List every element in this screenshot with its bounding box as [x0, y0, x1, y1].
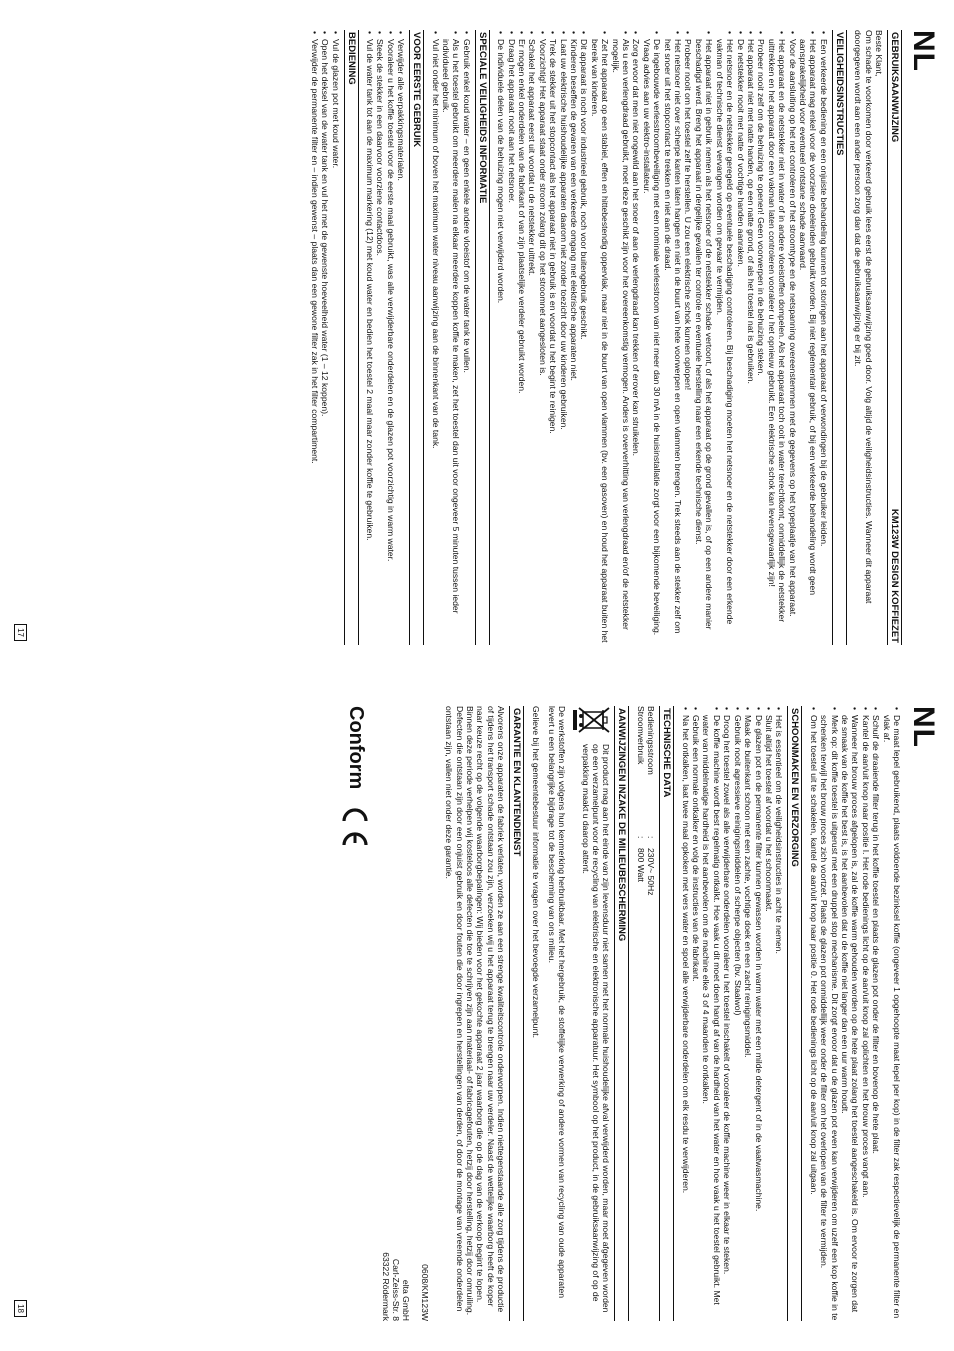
list-item: • Vul de water tank tot aan de maximum markering (12) met koud water en bedien het toestel 2 maal maar zonder koffie te gebruiken.	[365, 39, 375, 645]
list-item: • De maat lepel gebruikend, plaats voldoende bezinksel koffie (ongeveer 1 opgehoopte maat lepel per kop) in de filter zak respectievelijk de permanente filter en vlak af.	[881, 715, 902, 1321]
care-list	[680, 706, 784, 1321]
list-item: • Het netsnoer niet over scherpe kanten laten hangen en niet in de buurt van hete voorwerpen en open vlammen brengen. Trek steeds aan de stekker zelf om het snoer uit het stopcontact te trekken en niet aan de draad.	[662, 39, 683, 645]
city: 63322 Rödermark	[380, 1252, 391, 1321]
collection-point-text: Gelieve bij het gemeentebestuur informatie te vragen over het bevoegde verzamelpunt.	[530, 706, 541, 1039]
section-title-environment: AANWIJZINGEN INZAKE DE MILIEUBESCHERMING	[614, 706, 629, 1321]
list-item: • Het apparaat en de netstekker niet in water of in andere vloeistoffen dompelen. Als het apparaat toch ooit in water terechtkomt, onmiddellijk de netstekker uittrekken en het apparaat door een vakman laten controleren vooraleer u het opnieuw gebruikt. Een elektrische schok kan levensgevaarlijk zijn!	[766, 39, 787, 645]
list-item: • Probeer nooit zelf om de behuizing te openen! Geen voorwerpen in de behuizing steken.	[756, 39, 766, 645]
section-title-operation: BEDIENING	[344, 30, 359, 645]
list-item: • De ingebouwde verlesstroombeveiliging met een nominale verlesstroom van niet meer dan 30 mA in de huisinstallatie zorgt voor een bijkomende beveiliging. Vraag advies aan uw elektro-installateur.	[641, 39, 662, 645]
safety-list	[496, 30, 829, 645]
first-use-list	[365, 30, 407, 645]
product-heading: KM123W DESIGN KOFFIEZET	[889, 508, 900, 643]
list-item: • Schakel het apparaat eerst uit voordat u de netstekker uittrekt.	[527, 39, 537, 645]
list-item: • Het netsnoer en de netstekker geregeld op eventuele beschadiging controleren. Bij beschadiging moeten het netsnoer en de netstekker door een erkende vakman of technische dienst vervangen worden om gevaar te vermijden.	[714, 39, 735, 645]
recycling-text: De werkstoffen zijn volgens hun kenmerking herbruikbaar. Met het hergebruik, de stoffelijke verwerking of andere vormen van recycling van oude apparaten levert u een belangrijke bijdrage tot de bescherming van ons milieu.	[547, 706, 568, 1299]
list-item: • Er mogen enkel onderdelen van de fabrikant of van zijn plaatselijke verdeler gebruikt worden.	[517, 39, 527, 645]
manual-heading: GEBRUIKSAANWIJZING	[889, 32, 900, 143]
page-18-content	[0, 676, 954, 1351]
page-17	[0, 0, 954, 675]
list-item: • Voor de aansluiting op het net controleren of het stroomtype en de netspanning overeenstemmen met de gegevens op het typeplaatje van het apparaat.	[787, 39, 797, 645]
list-item: • Zet het apparaat op een stabiel, effen en hittebestendig oppervlak, maar niet in de buurt van open vlammen (bv. een gasoven) en houd het apparaat buiten het bereik van kinderen.	[589, 39, 610, 645]
warranty-text: Alvorens onze apparaten de fabriek verlaten, worden ze aan een strenge kwaliteitscontrole onderworpen. Indien niettegenstaande alle zorg tijdens de productie of tijdens het transport schade ontstaan zou zijn, verzoeken wij u het apparaat terug te brengen naar uw verdeler. Naast de wettelijke waarborg heeft de koper naar keuze recht op de volgende waarborgbepalingen: Wij bieden voor het gekochte apparaat 2 jaar waarborg die op de dag van de verkoop begint te lopen. Binnen deze periode verhelpen wij kosteloos alle defecten die toe te schrijven zijn aan materiaal- of fabricagefouten, hetzij door herstelling, hetzij door omruiling. Defecten die ontstaan zijn door een onjuist gebruik en door fouten die door ingrepen en herstellingen van derden, of door de montage van vreemde onderdelen ontstaan zijn, vallen niet onder deze garantie.	[444, 706, 507, 1316]
conformity-mark	[340, 706, 370, 1321]
list-item: • Probeer nooit om het toestel zelf te herstellen. U zou een elektrische schok kunnen oplopen!	[683, 39, 693, 645]
list-item: • Zorg ervoor dat men niet ongewild aan het snoer of aan de verlengdraad kan trekken of erover kan struikelen.	[631, 39, 641, 645]
tech-label: Bedieningsstroom	[646, 706, 657, 775]
list-item: • Het apparaat niet met natte handen, op een natte grond, of als het toestel nat is gebruiken.	[746, 39, 756, 645]
weee-text: Dit product mag aan het einde van zijn levensduur niet samen met het normale huishoudelijke afval verwijderd worden, maar moet afgegeven worden op een verzamelpunt voor de recycling van elektrische en elektronische apparatuur. Het symbool op het product, in de gebruiksaanwijzing of op de verpakking maakt u daarop attent.	[580, 744, 612, 1313]
list-item: • De individuele delen van de behuizing mogen niet verwijderd worden.	[496, 39, 506, 645]
tech-sep: :	[646, 836, 657, 839]
list-item: • Het apparaat niet in gebruik nemen als het netsnoer of de netstekker schade vertoont, of als het apparaat op de grond gevallen is, of op een andere manier beschadigd werd. Breng het apparaat in dergelijke gevallen ter controle en eventuele herstelling naar een erkende technische dienst.	[694, 39, 715, 645]
list-item: • Vul niet onder het minimum of boven het maximum water niveau aanwijzing aan de binnenkant van de tank.	[430, 39, 440, 645]
manufacturer-address	[380, 706, 430, 1321]
list-item: • Maak de buitenkant schoon met een zachte, vochtige doek en een zacht reinigingsmiddel.	[743, 715, 753, 1321]
list-item: • Laat uw elektrische huishoudelijke apparaten daarom niet zonder toezicht door uw kinderen gebruiken.	[558, 39, 568, 645]
list-item: • Schuif de draaiende filter terug in het koffie toestel en plaats de glazen pot onder de filter en bovenop de hete plaat.	[871, 715, 881, 1321]
list-item: • Open het deksel van de water tank en vul het met de gewenste hoeveelheid water (1 – 12 koppen).	[320, 39, 330, 645]
street: Carl-Zeiss-Str. 8	[391, 1258, 401, 1321]
section-title-warranty: GARANTIE EN KLANTENDIENST	[509, 706, 524, 1321]
tech-value: 230V~ 50Hz	[646, 848, 657, 896]
list-item: • Trek de stekker uit het stopcontact als het apparaat niet in gebruik is en voordat u het begint te reinigen.	[548, 39, 558, 645]
list-item: • Het apparaat mag enkel voor de voorziene doeleinden gebruikt worden. Bij niet reglementair gebruik, of bij een verkeerde behandeling wordt geen aansprakelijkheid voor eventueel ontstane schade aanvaard.	[798, 39, 819, 645]
list-item: • Merk op: dit koffie toestel is uitgerust met een druppel stop mechanisme. Dit zorgt ervoor dat u de glazen pot even kan verwijderen om uzelf een kop koffie in te schenken terwijl het brouw proces zich voortzet. Plaats de glazen pot onmiddellijk weer onder de filter om het overlopen van de filter te vermijden.	[819, 715, 840, 1321]
list-item: • Gebruik enkel koud water – en geen enkele andere vloeistof om de water tank te vullen.	[461, 39, 471, 645]
crossed-bin-icon	[573, 706, 611, 734]
list-item: • Steek de stekker in een daarvoor voorziene contactdoos.	[375, 39, 385, 645]
list-item: • Een verkeerde bediening en een onjuiste behandeling kunnen tot storingen aan het apparaat of verwondingen bij de gebruiker leiden.	[818, 39, 828, 645]
conform-label: Conform	[344, 706, 367, 790]
list-item: • De netstekker nooit met natte of vochtige handen aanraken.	[735, 39, 745, 645]
operation-list	[309, 30, 340, 645]
section-title-special: SPECIALE VEILIGHEIDS INFORMATIE	[475, 30, 490, 645]
language-label: NL	[907, 706, 940, 748]
section-title-safety: VEILIGHEIDSINSTRUCTIES	[832, 30, 847, 645]
operation-continued-list	[808, 706, 902, 1321]
company-name: elta GmbH	[401, 1279, 412, 1321]
list-item: • Om het toestel uit te schakelen, kantel de aan/uit knop naar positie 0. Het rode bedienings licht op de aan/uit knop zal uitgaan.	[808, 715, 818, 1321]
list-item: • Het is essentieel om de veiligheidsinstructies in acht te nemen.	[774, 715, 784, 1321]
list-item: • Draag het apparaat nooit aan het netsnoer.	[506, 39, 516, 645]
model-code: 0608/KM123W	[419, 1264, 430, 1321]
list-item: • Voorzichtig! Het apparaat staat onder stroom zolang dit op het stroomnet aangesloten is.	[537, 39, 547, 645]
manual-title-bar	[887, 30, 902, 645]
section-title-care: SCHOONMAKEN EN VERZORGING	[787, 706, 802, 1321]
list-item: • Gebruik een normale ontkalker en volg de instructies van de fabrikant.	[691, 715, 701, 1321]
list-item: • Verwijder alle verpakkingsmaterialen.	[396, 39, 406, 645]
list-item: • Sluit altijd het toestel af voordat u het schoonmaakt.	[764, 715, 774, 1321]
list-item: • Vooraleer u het koffie toestel voor de eerste maal gebruikt, was alle verwijderbare onderdelen en de glazen pot voorzichtig in warm water.	[385, 39, 395, 645]
intro-text: Om schade te voorkomen door verkeerd gebruik lees eerst de gebruiksaanwijzing goed door. Volg altijd de veiligheidsinstructies. Wanneer dit apparaat doorgegeven wordt aan een ander persoon zorg dan dat de gebruiksaanwijzing er bij zit.	[853, 30, 874, 604]
page-number: 18	[14, 1300, 27, 1317]
list-item: • Vul de glazen pot met koud water.	[330, 39, 340, 645]
weee-notice	[573, 706, 611, 1321]
list-item: • Kinderen beseffen de gevaren van een verkeerde omgang met elektrische apparaten niet.	[569, 39, 579, 645]
address-spacer	[411, 706, 419, 1321]
section-title-first-use: VOOR EERSTE GEBRUIK	[409, 30, 424, 645]
list-item: • Kantel de aan/uit knop naar positie I. Het rode bedienings licht op de aan/uit knop zal oplichten en het brouw proces vangt aan.	[860, 715, 870, 1321]
page-18	[0, 676, 954, 1351]
salutation: Beste Klant,	[874, 30, 884, 77]
list-item: • Droog het toestel zowel als alle verwijderbare onderdelen vooraleer u het toestel inschakelt of vooraleer de koffie machine weer in elkaar te steken.	[722, 715, 732, 1321]
list-item: • De glazen pot en de permanente filter kunnen gewassen worden in warm water met een milde detergent of in de vaatwasmachine.	[753, 715, 763, 1321]
list-item: • Als u een verlengdraad gebruikt, moet deze geschikt zijn voor het overeenkomstig vermogen. Anders is oververhitting van verlengdraad en/of de netstekker mogelijk.	[610, 39, 631, 645]
ce-mark-icon	[340, 803, 370, 849]
list-item: • Gebruik nooit agressieve reinigingsmiddelen of scherpe objecten (bv. Staalwol)	[732, 715, 742, 1321]
tech-label: Stroomverbruik	[635, 706, 646, 765]
tech-value: 800 Watt	[635, 848, 646, 883]
list-item: • Als u het toestel gebruikt om meerdere malen na elkaar meerdere koppen koffie te maken, zet het toestel dan uit voor ongeveer 5 minuten tussen ieder individueel gebruik.	[441, 39, 462, 645]
tech-data-table	[635, 706, 656, 1321]
list-item: • Dit apparaat is noch voor industrieel gebruik, noch voor buitengebruik geschikt.	[579, 39, 589, 645]
list-item: • De koffie machine wordt best regelmatig ontkalkt. Hoe vaak u dit moet doen hangt af van de hardheid van het water en hoe vaak u het toestel gebruikt. Met water van middelmatige hardheid is het aanbevolen om de machine elke 3 of 4 maanden te ontkalken.	[701, 715, 722, 1321]
special-safety-list	[430, 30, 472, 645]
list-item: • Na het ontkalken, laat twee maal opkoken met vers water en spoel alle verwijderbare onderdelen om elk resdu te verwijderen.	[680, 715, 690, 1321]
list-item: • Verwijder de permanente filter en – indien gewenst – plaats dan een gewone filter zak in het filter compartiment.	[309, 39, 319, 645]
section-title-tech: TECHNISCHE DATA	[659, 706, 674, 1321]
page-number: 17	[14, 624, 27, 641]
tech-sep: :	[635, 836, 646, 839]
page-17-content	[0, 0, 954, 675]
language-label: NL	[907, 30, 940, 72]
list-item: • Wanneer het brouw proces afgelopen is, zal de koffie warm gehouden worden op de hete plaat zolang het toestel aangeschakeld is. Om ervoor te zorgen dat de smaak van de koffie het best is, is het aanbevolen dat u de koffie niet langer dan een uur warm houdt.	[840, 715, 861, 1321]
